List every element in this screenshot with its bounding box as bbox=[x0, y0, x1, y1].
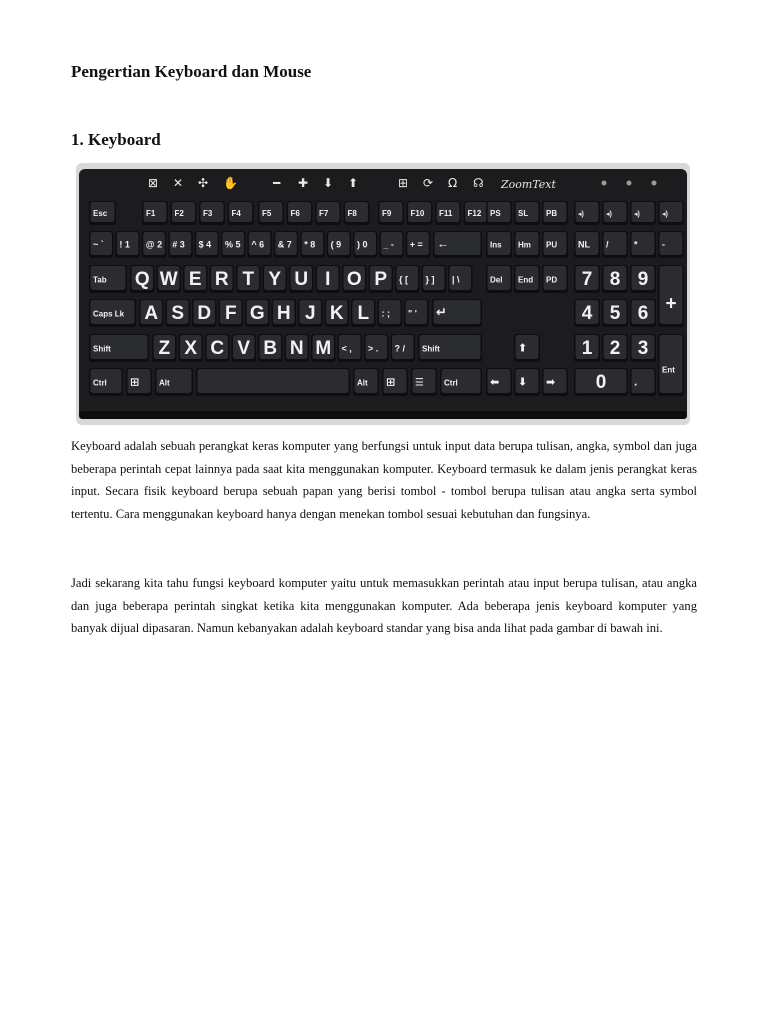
key-letter bbox=[298, 299, 323, 327]
key-label: F11 bbox=[439, 208, 453, 218]
key-menu bbox=[411, 368, 437, 396]
key-label: 6 bbox=[637, 303, 649, 325]
key-label: + bbox=[665, 293, 677, 315]
key-label: F4 bbox=[231, 208, 241, 218]
key-label: Q bbox=[134, 269, 150, 291]
key-letter bbox=[152, 334, 177, 362]
key-label: H bbox=[276, 303, 291, 325]
key-numpad-digit bbox=[630, 299, 656, 327]
key-label: ☰ bbox=[415, 377, 424, 389]
key-label: Ctrl bbox=[444, 378, 458, 388]
key-capslock bbox=[89, 299, 136, 327]
key-nav bbox=[486, 265, 512, 293]
key-label: ↵ bbox=[436, 304, 447, 320]
key-arrow-right bbox=[542, 368, 568, 396]
key-label: 9 bbox=[637, 269, 649, 291]
key-numpad bbox=[658, 231, 684, 258]
key-label: F6 bbox=[290, 208, 300, 218]
key-label: T bbox=[242, 269, 255, 291]
key-f8 bbox=[344, 201, 370, 225]
key-numpad bbox=[574, 231, 600, 258]
key-letter bbox=[325, 299, 350, 327]
key-nav bbox=[542, 265, 568, 293]
key-symbol bbox=[448, 265, 473, 293]
key-label: F10 bbox=[410, 208, 425, 218]
key-nav bbox=[542, 231, 568, 258]
key-numpad-digit bbox=[574, 265, 600, 293]
key-letter bbox=[272, 299, 297, 327]
key-label: 5 bbox=[609, 303, 621, 325]
key-label: 2 bbox=[609, 338, 621, 360]
top-strip-icon: ✋ bbox=[223, 176, 238, 190]
key-letter bbox=[351, 299, 376, 327]
top-strip-icon: ⬇ bbox=[323, 176, 334, 190]
key-letter bbox=[205, 334, 230, 362]
key-numpad-digit bbox=[602, 299, 628, 327]
key-label: < , bbox=[341, 343, 352, 354]
key-label: + = bbox=[409, 239, 423, 250]
key-label: NL bbox=[578, 239, 590, 250]
key-label: # 3 bbox=[172, 239, 185, 250]
key-label: ◂) bbox=[606, 210, 612, 218]
key-shift-left bbox=[89, 334, 149, 362]
key-number bbox=[247, 231, 272, 258]
key-numpad-digit bbox=[630, 265, 656, 293]
key-label: ➡ bbox=[546, 376, 556, 389]
key-number bbox=[327, 231, 352, 258]
key-letter bbox=[311, 334, 336, 362]
top-strip-icon: Ω bbox=[448, 176, 458, 190]
key-f9 bbox=[378, 201, 404, 225]
key-label: _ - bbox=[383, 239, 394, 250]
key-numpad-plus bbox=[658, 265, 684, 327]
key-label: PS bbox=[490, 208, 501, 218]
key-media bbox=[658, 201, 684, 225]
key-letter bbox=[210, 265, 235, 293]
key-media bbox=[574, 201, 600, 225]
key-nav bbox=[514, 201, 540, 225]
key-label: SL bbox=[518, 208, 529, 218]
top-strip-icon: ✣ bbox=[198, 176, 209, 190]
key-label: 7 bbox=[581, 269, 593, 291]
key-f5 bbox=[258, 201, 284, 225]
key-nav bbox=[486, 201, 512, 225]
key-label: G bbox=[249, 303, 265, 325]
key-ctrl-right bbox=[440, 368, 482, 396]
key-numpad-digit bbox=[602, 334, 628, 362]
key-label: X bbox=[184, 338, 198, 360]
key-label: F8 bbox=[347, 208, 357, 218]
key-shift-right bbox=[418, 334, 482, 362]
key-label: . bbox=[634, 374, 638, 389]
key-label: " ' bbox=[408, 308, 417, 319]
key-symbol bbox=[404, 299, 429, 327]
key-label: End bbox=[518, 275, 534, 285]
key-label: Ctrl bbox=[93, 378, 107, 388]
key-label: Hm bbox=[518, 240, 531, 250]
key-letter bbox=[192, 299, 217, 327]
key-windows-right bbox=[382, 368, 408, 396]
key-backspace bbox=[433, 231, 482, 258]
key-nav bbox=[486, 231, 512, 258]
key-label: ⊞ bbox=[130, 376, 140, 389]
key-number bbox=[195, 231, 220, 258]
key-arrow-up bbox=[514, 334, 540, 362]
key-number bbox=[142, 231, 167, 258]
key-number bbox=[115, 231, 139, 258]
key-space bbox=[196, 368, 350, 396]
key-symbol bbox=[364, 334, 389, 362]
key-label: PU bbox=[546, 240, 558, 250]
key-number bbox=[379, 231, 404, 258]
key-f12 bbox=[464, 201, 490, 225]
key-label: 8 bbox=[609, 269, 621, 291]
key-f4 bbox=[228, 201, 254, 225]
key-numpad bbox=[630, 231, 656, 258]
paragraph-2: Jadi sekarang kita tahu fungsi keyboard komputer yaitu untuk memasukkan perintah atau input berupa tulisan, atau angka dan juga beberapa perintah singkat ketika kita menggunakan komputer. Ada beberapa jenis keyboard komputer yang banyak dijual dipasaran. Namun kebanyakan adalah keyboard standar yang bisa anda lihat pada gambar di bawah ini. bbox=[71, 576, 697, 636]
key-label: 3 bbox=[637, 338, 649, 360]
key-label: Ins bbox=[490, 240, 502, 250]
key-letter bbox=[130, 265, 155, 293]
key-numpad-digit bbox=[574, 299, 600, 327]
key-numpad-digit bbox=[602, 265, 628, 293]
key-label: 4 bbox=[581, 303, 593, 325]
top-strip-icon: ⊠ bbox=[148, 176, 159, 190]
key-alt-left bbox=[155, 368, 193, 396]
key-letter bbox=[245, 299, 270, 327]
key-nav bbox=[514, 265, 540, 293]
key-label: O bbox=[346, 269, 362, 291]
key-f2 bbox=[171, 201, 197, 225]
key-number bbox=[353, 231, 378, 258]
key-symbol bbox=[338, 334, 363, 362]
brand-label: ZoomText bbox=[501, 178, 556, 191]
key-windows-left bbox=[126, 368, 152, 396]
key-label: % 5 bbox=[225, 239, 241, 250]
key-label: ^ 6 bbox=[251, 239, 265, 250]
key-label: Del bbox=[490, 275, 503, 285]
key-number bbox=[300, 231, 325, 258]
key-esc bbox=[89, 201, 116, 225]
top-strip-icon: ☊ bbox=[473, 176, 484, 190]
key-label: Alt bbox=[159, 378, 170, 388]
key-f1 bbox=[142, 201, 168, 225]
key-label: F2 bbox=[174, 208, 184, 218]
key-label: A bbox=[144, 303, 159, 325]
key-label: Shift bbox=[93, 344, 111, 354]
key-nav bbox=[542, 201, 568, 225]
key-letter bbox=[289, 265, 314, 293]
key-label: F1 bbox=[146, 208, 156, 218]
paragraph-1: Keyboard adalah sebuah perangkat keras komputer yang berfungsi untuk input data berupa tulisan, angka, symbol dan juga beberapa perintah cepat lainnya pada saat kita menggunakan komputer. Keyboard termasuk ke dalam jenis perangkat keras input. Secara fisik keyboard berupa sebuah papan yang berisi tombol - tombol berupa tulisan atau angka serta symbol tertentu. Cara menggunakan keyboard hanya dengan menekan tombol sesuai kebutuhan dan fungsinya. bbox=[71, 439, 697, 521]
indicator-led bbox=[652, 181, 657, 186]
key-letter bbox=[219, 299, 244, 327]
key-numpad-digit bbox=[574, 334, 600, 362]
key-label: Z bbox=[158, 338, 171, 360]
key-label: ! 1 bbox=[119, 239, 130, 250]
key-letter bbox=[263, 265, 288, 293]
key-label: ◂) bbox=[578, 210, 584, 218]
top-strip-icon: ✚ bbox=[298, 176, 309, 190]
key-label: ? / bbox=[394, 343, 405, 354]
key-f6 bbox=[287, 201, 313, 225]
key-label: ⬆ bbox=[518, 342, 528, 355]
key-label: R bbox=[214, 269, 229, 291]
key-label: | \ bbox=[452, 274, 460, 285]
key-label: F9 bbox=[382, 208, 392, 218]
key-label: ( 9 bbox=[330, 239, 342, 250]
key-label: ◂) bbox=[634, 210, 640, 218]
key-label: Ent bbox=[662, 365, 675, 375]
key-label: & 7 bbox=[277, 239, 292, 250]
key-symbol bbox=[391, 334, 416, 362]
key-alt-right bbox=[353, 368, 379, 396]
key-number bbox=[221, 231, 246, 258]
key-nav bbox=[514, 231, 540, 258]
key-enter bbox=[432, 299, 482, 327]
top-strip-icon: ⊞ bbox=[398, 176, 409, 190]
key-symbol bbox=[378, 299, 403, 327]
key-label: ◂) bbox=[662, 210, 668, 218]
key-arrow-left bbox=[486, 368, 512, 396]
key-numpad-digit bbox=[630, 334, 656, 362]
keyboard-figure bbox=[76, 163, 690, 425]
key-label: $ 4 bbox=[198, 239, 212, 250]
key-label: @ 2 bbox=[145, 239, 163, 250]
key-media bbox=[630, 201, 656, 225]
key-label: V bbox=[237, 338, 251, 360]
key-label: F12 bbox=[467, 208, 482, 218]
key-letter bbox=[316, 265, 341, 293]
key-label: ⬇ bbox=[518, 376, 528, 389]
top-strip-icon: ✕ bbox=[173, 176, 184, 190]
key-letter bbox=[183, 265, 208, 293]
key-label: I bbox=[325, 269, 331, 291]
key-label: Tab bbox=[93, 275, 107, 285]
key-numpad bbox=[602, 231, 628, 258]
key-label: > . bbox=[368, 343, 379, 354]
key-media bbox=[602, 201, 628, 225]
key-letter bbox=[369, 265, 394, 293]
key-letter bbox=[258, 334, 283, 362]
key-label: F bbox=[224, 303, 237, 325]
section-heading: 1. Keyboard bbox=[71, 130, 161, 149]
key-label: Caps Lk bbox=[93, 309, 125, 319]
key-number bbox=[168, 231, 193, 258]
top-strip-icon: ⟳ bbox=[423, 176, 434, 190]
key-label: K bbox=[329, 303, 344, 325]
key-label: / bbox=[606, 239, 609, 250]
keyboard-illustration bbox=[76, 163, 690, 425]
key-numpad-zero bbox=[574, 368, 628, 396]
indicator-led bbox=[602, 181, 607, 186]
key-f11 bbox=[435, 201, 461, 225]
key-label: Esc bbox=[93, 208, 108, 218]
key-label: D bbox=[197, 303, 212, 325]
key-numpad-enter bbox=[658, 334, 684, 396]
key-label: N bbox=[289, 338, 304, 360]
key-number bbox=[274, 231, 299, 258]
indicator-led bbox=[627, 181, 632, 186]
key-label: F5 bbox=[262, 208, 272, 218]
key-label: ⊞ bbox=[386, 376, 396, 389]
key-label: ⬅ bbox=[490, 376, 500, 389]
key-label: 0 bbox=[595, 372, 607, 394]
key-symbol bbox=[395, 265, 420, 293]
key-letter bbox=[139, 299, 164, 327]
key-arrow-down bbox=[514, 368, 540, 396]
key-letter bbox=[179, 334, 204, 362]
key-label: } ] bbox=[425, 274, 435, 285]
key-tab bbox=[89, 265, 127, 293]
key-label: F3 bbox=[203, 208, 213, 218]
keyboard-base bbox=[79, 411, 687, 419]
key-letter bbox=[157, 265, 182, 293]
key-label: - bbox=[662, 239, 665, 250]
key-letter bbox=[232, 334, 257, 362]
key-label: PB bbox=[546, 208, 558, 218]
key-label: 1 bbox=[581, 338, 593, 360]
key-f10 bbox=[407, 201, 433, 225]
key-label: F7 bbox=[319, 208, 329, 218]
key-label: ← bbox=[437, 236, 449, 251]
key-f3 bbox=[199, 201, 225, 225]
key-letter bbox=[166, 299, 191, 327]
key-label: S bbox=[171, 303, 185, 325]
key-label: W bbox=[159, 269, 178, 291]
key-label: M bbox=[315, 338, 332, 360]
key-label: J bbox=[304, 303, 316, 325]
key-label: B bbox=[263, 338, 278, 360]
key-label: E bbox=[188, 269, 202, 291]
key-label: ) 0 bbox=[357, 239, 368, 250]
doc-title: Pengertian Keyboard dan Mouse bbox=[71, 62, 312, 81]
key-label: Shift bbox=[422, 344, 440, 354]
key-label: C bbox=[210, 338, 225, 360]
key-label: * 8 bbox=[304, 239, 316, 250]
key-label: P bbox=[374, 269, 388, 291]
key-number bbox=[89, 231, 114, 258]
key-label: L bbox=[357, 303, 370, 325]
key-label: PD bbox=[546, 275, 558, 285]
key-numpad-dot bbox=[630, 368, 656, 396]
key-letter bbox=[285, 334, 310, 362]
key-label: ~ ` bbox=[93, 239, 104, 250]
key-letter bbox=[236, 265, 261, 293]
key-label: * bbox=[634, 239, 638, 250]
top-strip-icon: ━ bbox=[273, 176, 281, 190]
key-label: U bbox=[294, 269, 309, 291]
key-label: : ; bbox=[381, 308, 390, 319]
key-label: Alt bbox=[357, 378, 368, 388]
key-f7 bbox=[315, 201, 341, 225]
key-label: Y bbox=[268, 269, 282, 291]
key-letter bbox=[342, 265, 367, 293]
key-label: { [ bbox=[399, 274, 408, 285]
key-ctrl-left bbox=[89, 368, 123, 396]
key-symbol bbox=[422, 265, 447, 293]
key-number bbox=[406, 231, 431, 258]
top-strip-icon: ⬆ bbox=[348, 176, 359, 190]
